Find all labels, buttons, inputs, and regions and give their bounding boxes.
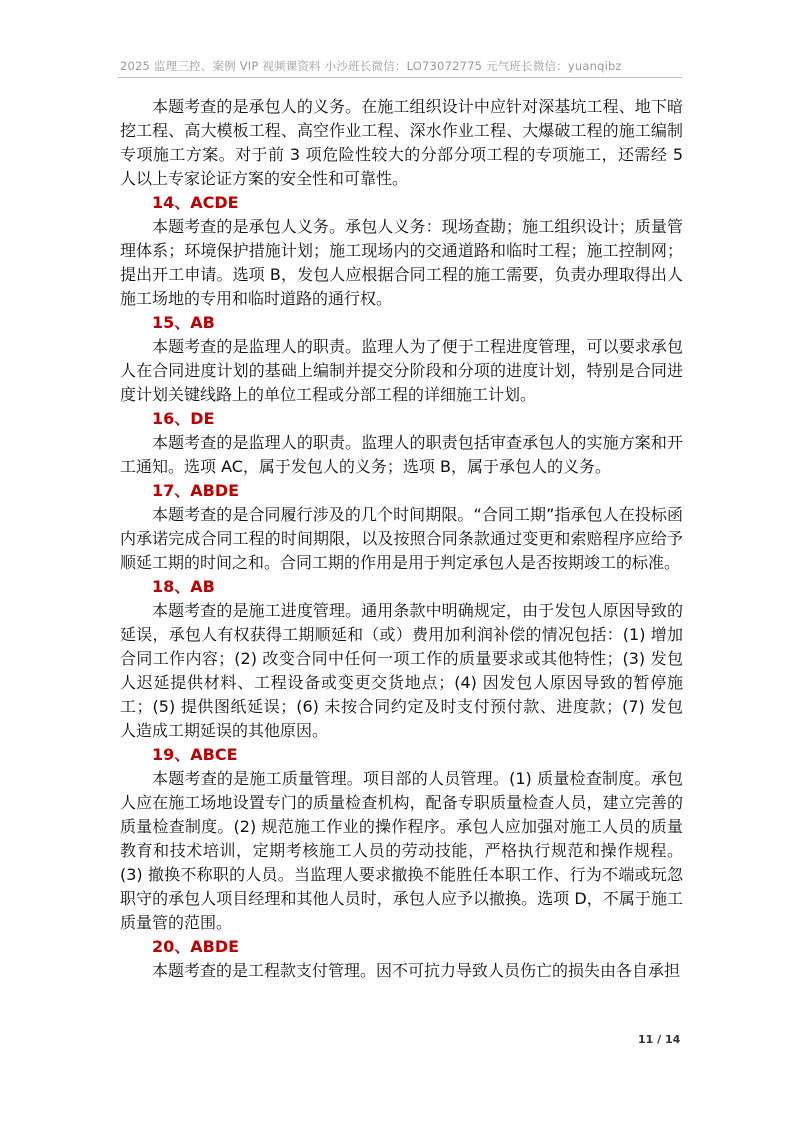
- answer-heading: 14、ACDE: [152, 193, 239, 212]
- answer-heading: 19、ABCE: [152, 745, 238, 764]
- answer-heading: 15、AB: [152, 313, 215, 332]
- paragraph: 本题考查的是合同履行涉及的几个时间期限。“合同工期”指承包人在投标函内承诺完成合同工程的时间期限，以及按照合同条款通过变更和索赔程序应给予顺延工期的时间之和。合同工期的作用是用于判定承包人是否按期竣工的标准。: [120, 505, 683, 572]
- paragraph: 本题考查的是监理人的职责。监理人为了便于工程进度管理，可以要求承包人在合同进度计划的基础上编制并提交分阶段和分项的进度计划，特别是合同进度计划关键线路上的单位工程或分部工程的详细施工计划。: [120, 337, 683, 404]
- page-number: 11 / 14: [638, 1033, 681, 1046]
- paragraph: 本题考查的是监理人的职责。监理人的职责包括审查承包人的实施方案和开工通知。选项 AC，属于发包人的义务；选项 B，属于承包人的义务。: [120, 433, 683, 476]
- document-body: [120, 95, 683, 983]
- header-divider: [118, 77, 682, 78]
- paragraph: 本题考查的是承包人的义务。在施工组织设计中应针对深基坑工程、地下暗挖工程、高大模板工程、高空作业工程、深水作业工程、大爆破工程的施工编制专项施工方案。对于前 3 项危险性较大的分部分项工程的专项施工，还需经 5 人以上专家论证方案的安全性和可靠性。: [120, 97, 683, 188]
- answer-heading: 16、DE: [152, 409, 215, 428]
- paragraph: 本题考查的是工程款支付管理。因不可抗力导致人员伤亡的损失由各自承担: [152, 961, 681, 980]
- page-header: 2025 监理三控、案例 VIP 视频课资料 小沙班长微信：LO73072775 元气班长微信：yuanqibz: [120, 59, 622, 73]
- paragraph: 本题考查的是施工进度管理。通用条款中明确规定，由于发包人原因导致的延误，承包人有权获得工期顺延和（或）费用加利润补偿的情况包括：(1) 增加合同工作内容；(2) 改变合同中任何一项工作的质量要求或其他特性；(3) 发包人迟延提供材料、工程设备或变更交货地点；(4) 因发包人原因导致的暂停施工；(5) 提供图纸延误；(6) 未按合同约定及时支付预付款、进度款；(7) 发包人造成工期延误的其他原因。: [120, 601, 683, 740]
- answer-heading: 17、ABDE: [152, 481, 240, 500]
- answer-heading: 18、AB: [152, 577, 215, 596]
- paragraph: 本题考查的是承包人义务。承包人义务：现场查勘；施工组织设计；质量管理体系；环境保护措施计划；施工现场内的交通道路和临时工程；施工控制网；提出开工申请。选项 B，发包人应根据合同工程的施工需要，负责办理取得出人施工场地的专用和临时道路的通行权。: [120, 217, 683, 308]
- paragraph: 本题考查的是施工质量管理。项目部的人员管理。(1) 质量检查制度。承包人应在施工场地设置专门的质量检查机构，配备专职质量检查人员，建立完善的质量检查制度。(2) 规范施工作业的操作程序。承包人应加强对施工人员的质量教育和技术培训，定期考核施工人员的劳动技能，严格执行规范和操作规程。(3) 撤换不称职的人员。当监理人要求撤换不能胜任本职工作、行为不端或玩忽职守的承包人项目经理和其他人员时，承包人应予以撤换。选项 D，不属于施工质量管的范围。: [120, 769, 683, 932]
- answer-heading: 20、ABDE: [152, 937, 240, 956]
